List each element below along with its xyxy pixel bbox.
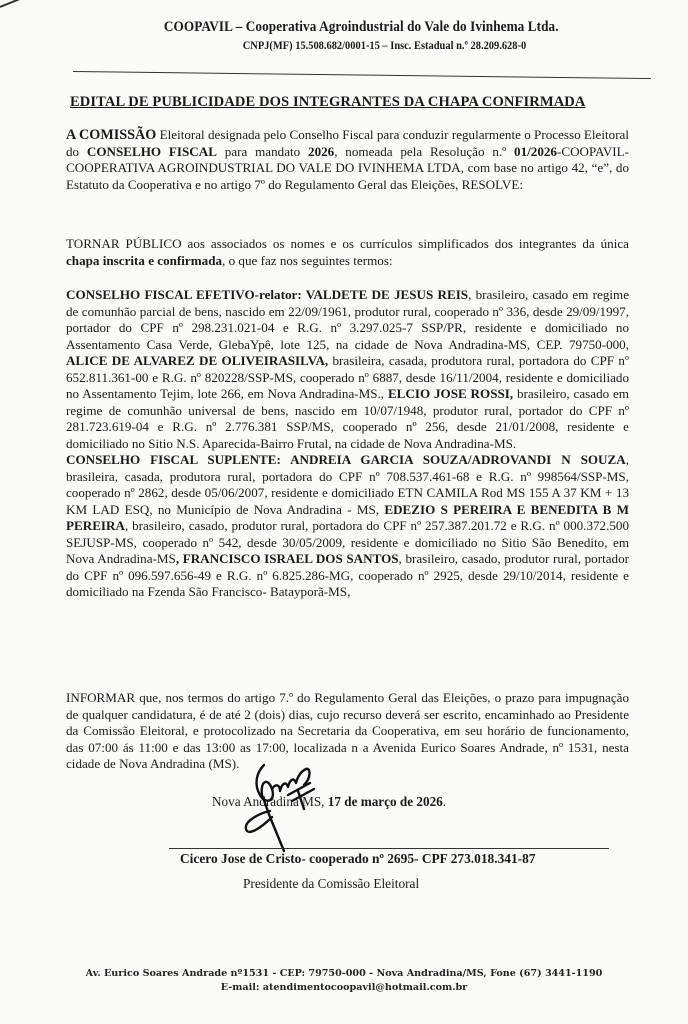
intro-text: , nomeada pela Resolução n.º — [334, 143, 515, 159]
publish-text: , o que faz nos seguintes termos: — [222, 252, 393, 268]
place: Nova Andradina MS, — [212, 794, 328, 809]
publish-paragraph — [66, 236, 629, 269]
document-title: EDITAL DE PUBLICIDADE DOS INTEGRANTES DA CHAPA CONFIRMADA — [70, 94, 586, 110]
signature-line — [169, 848, 609, 849]
header-divider — [73, 71, 651, 79]
suplente-label: CONSELHO FISCAL SUPLENTE: — [66, 452, 291, 467]
intro-bold-resolution: 01/2026 — [514, 143, 557, 159]
intro-text: para mandato — [216, 143, 309, 159]
inform-text: INFORMAR que, nos termos do artigo 7.º do Regulamento Geral das Eleições, o prazo para impugnação de qualquer candidatura, é de até 2 (dois) dias, cujo recurso deverá ser escrito, encaminhado ao Presidente da Comissão Eleitoral, e protocolizado na Secretaria da Cooperativa, em seu horário de funcionamento, das 07:00 ás 11:00 e das 13:00 as 17:00, localizada n a Avenida Eurico Soares Andrade, nº 1531, nesta cidade de Nova Andradina (MS). — [66, 690, 629, 771]
member-details: , brasileiro, casado, produtor rural, portadora do CPF nº 257.387.201.72 e R.G. nº 000.372.500 SEJUSP-MS, cooperado nº 542, desde 30/05/2009, residente e domiciliado no Sitio São Benedito, em Nova Andradina-MS — [66, 518, 629, 566]
date-punctuation: . — [442, 794, 447, 809]
member-details: brasileiro, casado em regime de comunhão universal de bens, nascido em 10/07/1948, produtor rural, portador do CPF nº 281.723.619-04 e R.G. nº 2.776.381 SSP/MS, cooperado nº 256, desde 21/01/2008, residente e domiciliado no Sitio N.S. Aparecida-Bairro Frutal, na cidade de Nova Andradina-MS. — [66, 386, 629, 451]
footer-address: Av. Eurico Soares Andrade nº1531 - CEP: 79750-000 - Nova Andradina/MS, Fone (67) 3441-1190 — [85, 968, 603, 979]
publish-text: TORNAR PÚBLICO aos associados os nomes e os currículos simplificados dos integrantes da única — [66, 236, 629, 251]
efetivo-label: CONSELHO FISCAL EFETIVO-relator: — [66, 287, 306, 302]
member-details: , brasileira, casada, produtora rural, portadora do CPF nº 708.537.461-68 e R.G. nº 998564/SSP-MS, cooperado nº 2862, desde 05/06/2007, residente e domiciliado ETN CAMILA Rod MS 155 A 37 KM + 13 KM LAD ESQ, no Município de Nova Andradina - MS, — [66, 452, 629, 517]
signer-name: Cicero Jose de Cristo- cooperado nº 2695- CPF 273.018.341-87 — [180, 851, 536, 866]
member-details: , brasileiro, casado em regime de comunhão parcial de bens, nascido em 22/09/1961, produtor rural, cooperado nº 336, desde 29/09/1997, portador do CPF nº 298.231.021-04 e R.G. nº 3.297.025-7 SSP/PR, residente e domiciliado no Assentamento Casa Verde, GlebaYpê, lote 125, na cidade de Nova Andradina-MS, CEP. 79750-000, — [66, 287, 630, 352]
inform-paragraph — [66, 690, 629, 773]
intro-bold-council: CONSELHO FISCAL — [86, 143, 217, 159]
intro-text: -COOPAVIL- COOPERATIVA AGROINDUSTRIAL DO VALE DO IVINHEMA LTDA, com base no artigo 42, “e”, do Estatuto da Cooperativa e no artigo 7º do Regulamento Geral das Eleições, RESOLVE: — [66, 143, 629, 192]
member-name: , FRANCISCO ISRAEL DOS SANTOS — [175, 551, 399, 566]
handwritten-signature — [226, 755, 326, 855]
intro-text: Eleitoral designada pelo Conselho Fiscal para conduzir regularmente o Processo Eleitoral do — [66, 127, 629, 159]
registration-numbers: CNPJ(MF) 15.508.682/0001-15 – Insc. Estadual n.º 28.209.628-0 — [242, 39, 526, 52]
member-details: , brasileiro, casado, produtor rural, portador do CPF nº 096.597.656-49 e R.G. nº 6.825.286-MG, cooperado nº 2925, desde 29/10/2014, residente e domiciliado na Fzenda São Francisco- Batayporã-MS, — [66, 551, 629, 599]
intro-bold-year: 2026 — [308, 143, 335, 159]
letterhead — [0, 18, 688, 54]
members-paragraph — [66, 287, 629, 601]
member-name: VALDETE DE JESUS REIS — [305, 287, 469, 302]
member-details: brasileira, casada, produtora rural, portadora do CPF nº 652.811.361-00 e R.G. nº 820228/SSP-MS, cooperado nº 6887, desde 16/11/2004, residente e domiciliado no Assentamento Tejim, lote 266, em Nova Andradina-MS., — [66, 353, 629, 401]
date: 17 de março de 2026 — [327, 794, 443, 809]
organization-name: COOPAVIL – Cooperativa Agroindustrial do Vale do Ivinhema Ltda. — [163, 19, 559, 35]
member-name: EDEZIO S PEREIRA E BENEDITA B M PEREIRA — [66, 501, 630, 533]
intro-paragraph — [66, 127, 629, 193]
member-name: ELCIO JOSE ROSSI, — [387, 386, 514, 401]
footer — [0, 967, 688, 995]
stray-pen-mark — [0, 0, 32, 8]
footer-email: E-mail: atendimentocoopavil@hotmail.com.br — [220, 982, 468, 993]
member-name: ANDREIA GARCIA SOUZA/ADROVANDI N SOUZA — [290, 452, 626, 467]
intro-lead: A COMISSÃO — [66, 127, 157, 143]
publish-bold: chapa inscrita e confirmada — [66, 252, 223, 268]
member-name: ALICE DE ALVAREZ DE OLIVEIRASILVA, — [66, 353, 329, 368]
signer-role: Presidente da Comissão Eleitoral — [243, 876, 420, 891]
